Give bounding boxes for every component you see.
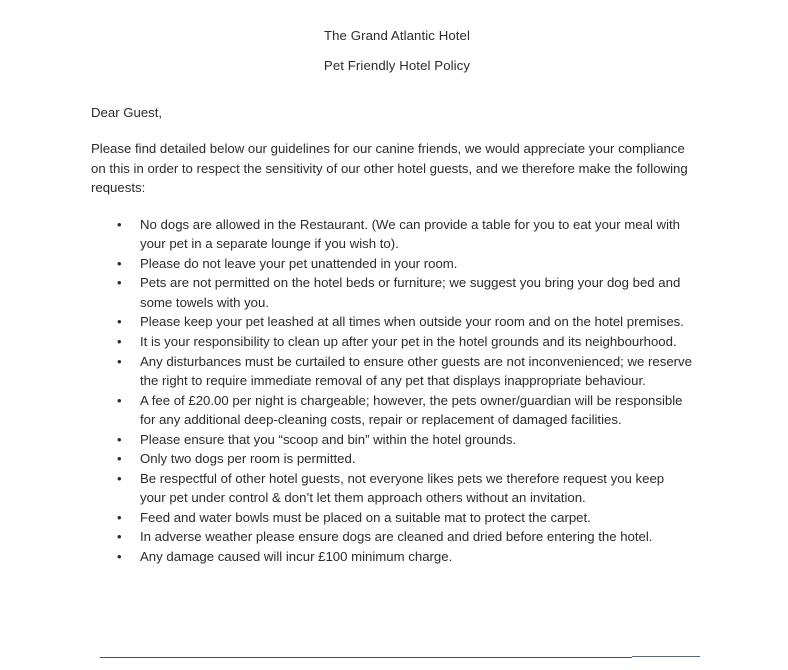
- bullet-icon: •: [117, 509, 122, 525]
- policy-subtitle: Pet Friendly Hotel Policy: [323, 58, 471, 74]
- bullet-icon: •: [117, 529, 122, 545]
- list-item-text: Please ensure that you “scoop and bin” within the hotel grounds.: [140, 431, 517, 447]
- list-item-text: Feed and water bowls must be placed on a suitable mat to protect the carpet.: [140, 509, 591, 525]
- list-item: [117, 312, 693, 332]
- list-item-text: Please keep your pet leashed at all times when outside your room and on the hotel premises.: [140, 314, 684, 330]
- bullet-icon: •: [117, 216, 122, 232]
- list-item: [117, 547, 693, 567]
- footer-divider-segment-right: [632, 656, 700, 657]
- bullet-icon: •: [117, 392, 122, 408]
- policy-bullet-list: [91, 215, 693, 567]
- list-item-text: Please do not leave your pet unattended in your room.: [140, 255, 458, 271]
- list-item: [117, 332, 693, 352]
- bullet-icon: •: [117, 333, 122, 349]
- intro-paragraph: Please find detailed below our guidelines for our canine friends, we would appreciate your compliance on this in order to respect the sensitivity of our other hotel guests, and we therefore make the following requests:: [91, 140, 688, 196]
- hotel-name-title: The Grand Atlantic Hotel: [323, 28, 471, 43]
- bullet-icon: •: [117, 548, 122, 564]
- list-item: [117, 469, 693, 508]
- list-item-text: Pets are not permitted on the hotel beds or furniture; we suggest you bring your dog bed and some towels with you.: [140, 275, 681, 310]
- list-item-text: In adverse weather please ensure dogs are cleaned and dried before entering the hotel.: [140, 529, 653, 545]
- list-item-text: Be respectful of other hotel guests, not everyone likes pets we therefore request you keep your pet under control & don’t let them approach others without an invitation.: [140, 470, 665, 506]
- salutation-line: Dear Guest,: [91, 105, 163, 121]
- list-item-text: Only two dogs per room is permitted.: [140, 451, 356, 467]
- list-item-text: Any damage caused will incur £100 minimum charge.: [140, 548, 453, 564]
- list-item-text: It is your responsibility to clean up after your pet in the hotel grounds and its neighbourhood.: [140, 333, 677, 349]
- document-body: [0, 103, 788, 566]
- list-item-text: A fee of £20.00 per night is chargeable; however, the pets owner/guardian will be responsible for any additional deep-cleaning costs, repair or replacement of damaged facilities.: [140, 392, 683, 428]
- bullet-icon: •: [117, 470, 122, 486]
- list-item: [117, 449, 693, 469]
- list-item: [117, 391, 693, 430]
- list-item: [117, 430, 693, 450]
- list-item: [117, 352, 693, 391]
- document-heading: [0, 0, 788, 72]
- list-item: [117, 254, 693, 274]
- list-item: [117, 508, 693, 528]
- bullet-icon: •: [117, 255, 122, 271]
- bullet-icon: •: [117, 275, 122, 291]
- bullet-icon: •: [117, 431, 122, 447]
- footer-divider-segment-left: [100, 657, 632, 658]
- footer-divider: [0, 655, 788, 661]
- list-item: [117, 527, 693, 547]
- bullet-icon: •: [117, 353, 122, 369]
- list-item: [117, 215, 693, 254]
- bullet-icon: •: [117, 314, 122, 330]
- bullet-icon: •: [117, 451, 122, 467]
- list-item-text: No dogs are allowed in the Restaurant. (We can provide a table for you to eat your meal with your pet in a separate lounge if you wish to).: [140, 216, 681, 252]
- list-item-text: Any disturbances must be curtailed to ensure other guests are not inconvenienced; we reserve the right to require immediate removal of any pet that displays inappropriate behaviour.: [140, 353, 692, 389]
- list-item: [117, 273, 693, 312]
